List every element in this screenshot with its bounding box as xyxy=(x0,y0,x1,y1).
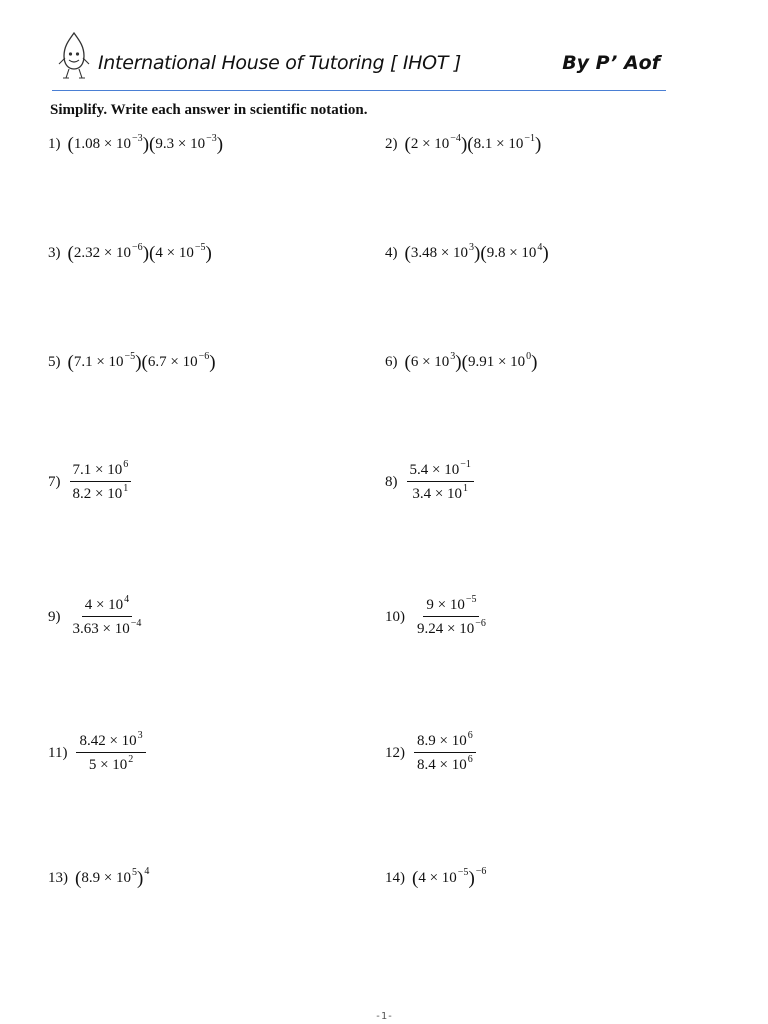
expression xyxy=(405,353,538,372)
exponent: −5 xyxy=(194,242,206,253)
times-sign: × xyxy=(91,486,108,502)
problem-item xyxy=(48,353,216,372)
base-ten: 10 xyxy=(434,136,450,152)
problem-item xyxy=(385,353,538,372)
numerator xyxy=(82,594,132,617)
exponent: 3 xyxy=(450,351,456,362)
expression xyxy=(68,244,212,263)
open-paren: ( xyxy=(412,868,419,889)
problem-item xyxy=(48,459,131,503)
exponent: 1 xyxy=(463,483,469,494)
base-ten: 10 xyxy=(116,136,132,152)
open-paren: ( xyxy=(67,352,74,373)
close-paren: ) xyxy=(542,243,549,264)
mantissa: 9 xyxy=(426,597,434,613)
problem-number: 9) xyxy=(48,609,61,625)
times-sign: × xyxy=(91,462,108,478)
denominator xyxy=(70,617,145,638)
denominator xyxy=(414,617,489,638)
sci-term xyxy=(73,133,143,153)
base-ten: 10 xyxy=(444,462,460,478)
denominator xyxy=(414,753,476,774)
mantissa: 9.3 xyxy=(155,136,175,152)
sci-term xyxy=(155,242,206,262)
times-sign: × xyxy=(166,354,183,370)
problem-number: 3) xyxy=(48,245,61,261)
exponent: −3 xyxy=(132,133,143,144)
base-ten: 10 xyxy=(508,136,524,152)
numerator xyxy=(407,459,474,482)
open-paren: ( xyxy=(75,868,82,889)
exponent: −5 xyxy=(124,351,136,362)
mantissa: 2.32 xyxy=(73,245,101,261)
denominator xyxy=(70,482,132,503)
sci-term xyxy=(88,754,134,773)
problem-number: 14) xyxy=(385,870,405,886)
close-paren: ) xyxy=(142,243,150,264)
times-sign: × xyxy=(435,757,452,773)
close-paren: ) xyxy=(209,352,216,373)
expression xyxy=(68,459,132,503)
sci-term xyxy=(418,867,469,887)
exponent: −5 xyxy=(465,594,477,605)
times-sign: × xyxy=(425,870,442,886)
close-paren: ) xyxy=(460,134,468,155)
mantissa: 1.08 xyxy=(73,136,101,152)
times-sign: × xyxy=(443,621,460,637)
times-sign: × xyxy=(428,462,445,478)
open-paren: ( xyxy=(467,134,474,155)
page-header xyxy=(52,30,666,90)
expression xyxy=(68,135,224,154)
times-sign: × xyxy=(174,136,191,152)
base-ten: 10 xyxy=(459,621,475,637)
base-ten: 10 xyxy=(510,354,526,370)
exponent: 6 xyxy=(467,730,473,741)
mantissa: 3.48 xyxy=(410,245,438,261)
exponent: 6 xyxy=(123,459,129,470)
problem-item xyxy=(48,244,212,263)
problem-item xyxy=(385,459,474,503)
fraction xyxy=(407,459,474,503)
mantissa: 5 xyxy=(88,757,97,773)
open-paren: ( xyxy=(67,134,74,155)
mantissa: 9.8 xyxy=(486,245,506,261)
sci-term xyxy=(417,730,473,749)
sci-term xyxy=(417,754,473,773)
exponent: 0 xyxy=(526,351,532,362)
mantissa: 2 xyxy=(410,136,419,152)
expression xyxy=(68,594,145,638)
times-sign: × xyxy=(437,245,454,261)
times-sign: × xyxy=(494,354,511,370)
exponent: 4 xyxy=(537,242,543,253)
expression xyxy=(412,866,487,889)
sci-term xyxy=(84,594,130,613)
exponent: 2 xyxy=(128,754,134,765)
mantissa: 4 xyxy=(418,870,426,886)
times-sign: × xyxy=(92,354,109,370)
base-ten: 10 xyxy=(116,245,132,261)
times-sign: × xyxy=(92,597,109,613)
base-ten: 10 xyxy=(434,354,450,370)
times-sign: × xyxy=(431,486,448,502)
mantissa: 8.9 xyxy=(81,870,101,886)
page-number: -1- xyxy=(374,1011,394,1022)
problem-number: 12) xyxy=(385,745,405,761)
open-paren: ( xyxy=(404,243,411,264)
problem-item xyxy=(385,594,489,638)
exponent: −4 xyxy=(450,133,461,144)
times-sign: × xyxy=(162,245,179,261)
exponent: 6 xyxy=(467,754,473,765)
base-ten: 10 xyxy=(116,870,132,886)
close-paren: ) xyxy=(531,352,538,373)
problem-item xyxy=(48,135,223,154)
mantissa: 7.1 xyxy=(73,354,93,370)
base-ten: 10 xyxy=(447,486,463,502)
problem-number: 13) xyxy=(48,870,68,886)
base-ten: 10 xyxy=(521,245,537,261)
mantissa: 3.4 xyxy=(412,486,432,502)
open-paren: ( xyxy=(461,352,468,373)
times-sign: × xyxy=(505,245,522,261)
open-paren: ( xyxy=(404,134,411,155)
exponent: 1 xyxy=(123,483,129,494)
expression xyxy=(405,135,542,154)
base-ten: 10 xyxy=(108,597,124,613)
sci-term xyxy=(72,618,142,637)
expression xyxy=(405,244,549,263)
base-ten: 10 xyxy=(451,733,467,749)
instructions: Simplify. Write each answer in scientific notation. xyxy=(50,102,368,118)
outer-exponent: 4 xyxy=(144,866,150,877)
sci-term xyxy=(72,459,129,478)
problem-item xyxy=(48,594,144,638)
sci-term xyxy=(486,242,543,262)
problem-number: 4) xyxy=(385,245,398,261)
mantissa: 7.1 xyxy=(72,462,92,478)
sci-term xyxy=(155,133,217,153)
mantissa: 6.7 xyxy=(147,354,167,370)
denominator xyxy=(409,482,471,503)
problem-number: 1) xyxy=(48,136,61,152)
sci-term xyxy=(73,242,143,262)
close-paren: ) xyxy=(135,352,142,373)
fraction xyxy=(76,730,145,774)
times-sign: × xyxy=(98,621,115,637)
times-sign: × xyxy=(433,597,450,613)
close-paren: ) xyxy=(455,352,462,373)
base-ten: 10 xyxy=(182,354,198,370)
expression xyxy=(75,866,150,889)
sci-term xyxy=(412,483,469,502)
sci-term xyxy=(410,242,475,262)
sci-term xyxy=(73,351,136,371)
open-paren: ( xyxy=(149,243,156,264)
times-sign: × xyxy=(96,757,113,773)
exponent: −6 xyxy=(198,351,210,362)
outer-exponent: −6 xyxy=(475,866,487,877)
sci-term xyxy=(147,351,210,371)
base-ten: 10 xyxy=(112,757,128,773)
base-ten: 10 xyxy=(453,245,469,261)
times-sign: × xyxy=(100,870,117,886)
problem-item xyxy=(385,730,476,774)
close-paren: ) xyxy=(137,868,144,889)
problem-number: 7) xyxy=(48,474,61,490)
problem-number: 2) xyxy=(385,136,398,152)
close-paren: ) xyxy=(468,868,475,889)
exponent: −3 xyxy=(206,133,217,144)
mantissa: 8.2 xyxy=(72,486,92,502)
mantissa: 9.24 xyxy=(417,621,444,637)
base-ten: 10 xyxy=(178,245,194,261)
open-paren: ( xyxy=(149,134,156,155)
mantissa: 4 xyxy=(155,245,163,261)
times-sign: × xyxy=(105,733,122,749)
mantissa: 9.91 xyxy=(467,354,495,370)
fraction xyxy=(70,459,132,503)
base-ten: 10 xyxy=(451,757,467,773)
sci-term xyxy=(410,133,461,153)
problem-item xyxy=(48,730,146,774)
expression xyxy=(412,730,476,774)
mantissa: 8.4 xyxy=(417,757,436,773)
close-paren: ) xyxy=(534,134,542,155)
exponent: 3 xyxy=(469,242,475,253)
exponent: 3 xyxy=(137,730,143,741)
close-paren: ) xyxy=(205,243,212,264)
base-ten: 10 xyxy=(114,621,130,637)
problem-item xyxy=(385,244,549,263)
sci-term xyxy=(81,867,138,887)
mantissa: 3.63 xyxy=(72,621,99,637)
problem-number: 8) xyxy=(385,474,398,490)
header-divider xyxy=(52,90,666,91)
numerator xyxy=(76,730,145,753)
fraction xyxy=(414,730,476,774)
open-paren: ( xyxy=(67,243,74,264)
exponent: −1 xyxy=(460,459,471,470)
mantissa: 4 xyxy=(84,597,93,613)
sci-term xyxy=(426,594,477,613)
close-paren: ) xyxy=(142,134,150,155)
exponent: −6 xyxy=(475,618,486,629)
times-sign: × xyxy=(418,136,435,152)
base-ten: 10 xyxy=(107,486,123,502)
base-ten: 10 xyxy=(441,870,457,886)
expression xyxy=(412,594,489,638)
sci-term xyxy=(467,351,532,371)
sci-term xyxy=(410,351,456,371)
expression xyxy=(74,730,145,774)
header-author: By P’ Aof xyxy=(562,52,660,74)
header-title: International House of Tutoring [ IHOT ] xyxy=(98,52,461,74)
times-sign: × xyxy=(435,733,452,749)
problem-number: 10) xyxy=(385,609,405,625)
fraction xyxy=(70,594,145,638)
denominator xyxy=(86,753,136,774)
numerator xyxy=(70,459,132,482)
sci-term xyxy=(473,133,535,153)
expression xyxy=(405,459,474,503)
times-sign: × xyxy=(100,136,117,152)
sci-term xyxy=(72,483,129,502)
close-paren: ) xyxy=(216,134,224,155)
mantissa: 8.1 xyxy=(473,136,493,152)
close-paren: ) xyxy=(474,243,481,264)
expression xyxy=(68,353,216,372)
base-ten: 10 xyxy=(107,462,123,478)
numerator xyxy=(414,730,476,753)
exponent: −1 xyxy=(524,133,535,144)
base-ten: 10 xyxy=(190,136,206,152)
mantissa: 8.9 xyxy=(417,733,436,749)
mantissa: 6 xyxy=(410,354,419,370)
mantissa: 5.4 xyxy=(409,462,429,478)
exponent: −6 xyxy=(132,242,143,253)
mascot-logo-icon xyxy=(56,30,92,82)
problem-item xyxy=(385,866,487,889)
sci-term xyxy=(417,618,486,637)
sci-term xyxy=(79,730,143,749)
times-sign: × xyxy=(418,354,435,370)
sci-term xyxy=(409,459,471,478)
times-sign: × xyxy=(492,136,509,152)
exponent: −5 xyxy=(457,867,469,878)
numerator xyxy=(423,594,479,617)
exponent: −4 xyxy=(130,618,142,629)
open-paren: ( xyxy=(404,352,411,373)
base-ten: 10 xyxy=(121,733,137,749)
base-ten: 10 xyxy=(449,597,465,613)
open-paren: ( xyxy=(480,243,487,264)
mantissa: 8.42 xyxy=(79,733,106,749)
exponent: 4 xyxy=(124,594,130,605)
problem-number: 6) xyxy=(385,354,398,370)
open-paren: ( xyxy=(141,352,148,373)
problem-item xyxy=(48,866,150,889)
problem-number: 11) xyxy=(48,745,68,761)
fraction xyxy=(414,594,489,638)
base-ten: 10 xyxy=(108,354,124,370)
problem-item xyxy=(385,135,541,154)
exponent: 5 xyxy=(132,867,138,878)
problem-number: 5) xyxy=(48,354,61,370)
times-sign: × xyxy=(100,245,117,261)
